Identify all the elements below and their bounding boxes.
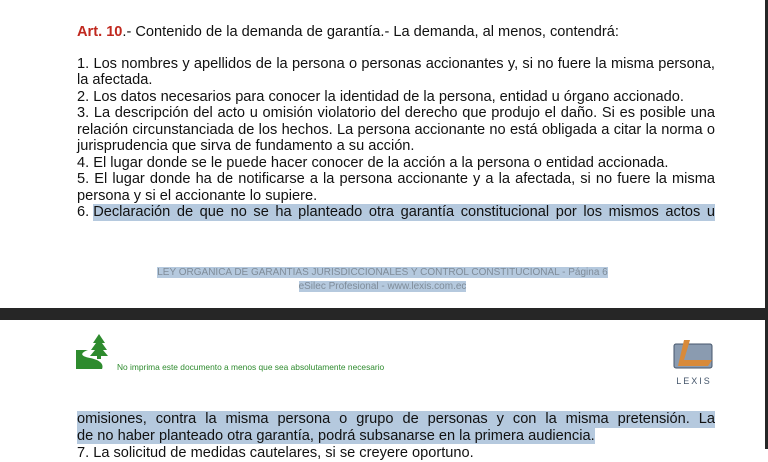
page-footer-source: eSilec Profesional - www.lexis.com.ec xyxy=(298,281,467,292)
text-line: 2. Los datos necesarios para conocer la identidad de la persona, entidad u órgano accionado. xyxy=(77,89,684,105)
selected-text[interactable]: de no haber planteado otra garantía, podrá subsanarse en la primera audiencia. xyxy=(77,428,595,444)
page-7 xyxy=(0,320,765,461)
article-heading xyxy=(77,24,715,41)
tree-road-icon xyxy=(76,334,112,370)
page-separator xyxy=(0,308,768,320)
selected-text[interactable]: omisiones, contra la misma persona o grupo de personas y con la misma pretensión. La xyxy=(77,411,715,428)
text-line: persona y si el accionante lo supiere. xyxy=(77,188,318,204)
item6-prefix: 6. xyxy=(77,204,94,220)
eco-notice: No imprima este documento a menos que sea absolutamente necesario xyxy=(117,362,385,372)
selected-text[interactable]: Declaración de que no se ha planteado otra garantía constitucional por los mismos actos u xyxy=(93,204,715,220)
lexis-logo-mark xyxy=(668,340,720,370)
article-label: Art. 10 xyxy=(77,24,123,40)
article-title: .- Contenido de la demanda de garantía.- La demanda, al menos, contendrá: xyxy=(122,24,619,40)
text-line: relación circunstanciada de los hechos. La persona accionante no está obligada a citar la norma o xyxy=(77,122,715,138)
text-line: 4. El lugar donde se le puede hacer conocer de la acción a la persona o entidad accionada. xyxy=(77,155,669,171)
page-footer-title: LEY ORGANICA DE GARANTIAS JURISDICCIONALES Y CONTROL CONSTITUCIONAL - Página 6 xyxy=(157,267,608,278)
lexis-logo: LEXIS xyxy=(668,340,720,382)
text-line: la afectada. xyxy=(77,72,153,88)
text-line: 3. La descripción del acto u omisión violatorio del derecho que produjo el daño. Si es posible una xyxy=(77,105,715,121)
text-line: jurisprudencia que sirva de fundamento a su acción. xyxy=(77,138,415,154)
text-line-item6[interactable] xyxy=(77,204,715,221)
text-line: 1. Los nombres y apellidos de la persona o personas accionantes y, si no fuere la misma persona, xyxy=(77,56,715,72)
text-line: 5. El lugar donde ha de notificarse a la persona accionante y a la afectada, si no fuere la misma xyxy=(77,171,715,187)
text-line-partial: 7. La solicitud de medidas cautelares, si se creyere oportuno. xyxy=(77,445,474,461)
